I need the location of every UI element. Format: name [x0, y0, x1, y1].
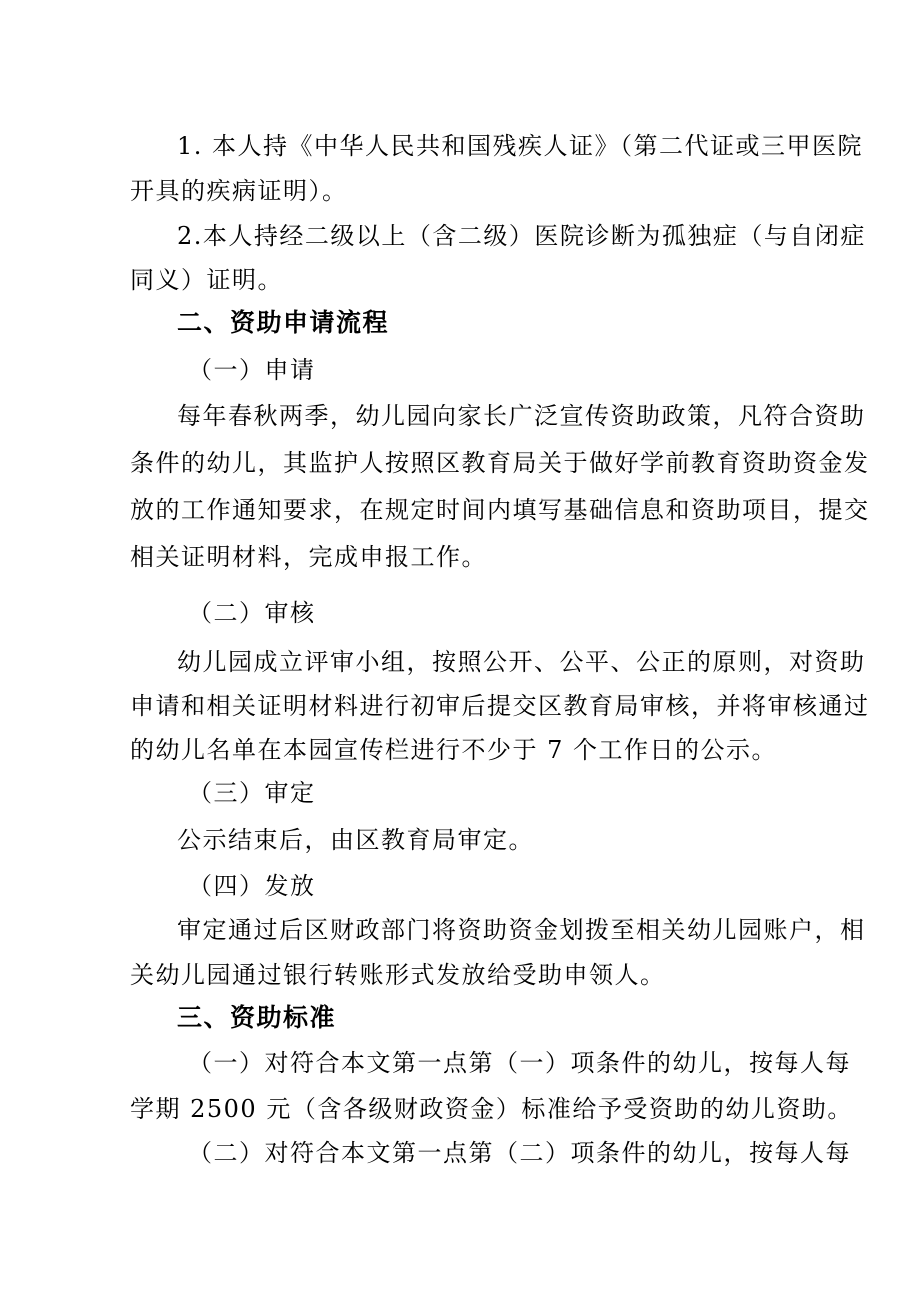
paragraph-line: 条件的幼儿，其监护人按照区教育局关于做好学前教育资助资金发 [130, 449, 870, 477]
paragraph-line: 学期 2500 元（含各级财政资金）标准给予受资助的幼儿资助。 [130, 1095, 853, 1123]
paragraph-line: 公示结束后，由区教育局审定。 [177, 826, 534, 854]
section-heading: 二、资助申请流程 [177, 308, 390, 337]
paragraph-line: 1. 本人持《中华人民共和国残疾人证》（第二代证或三甲医院 [177, 132, 864, 160]
paragraph-line: 每年春秋两季，幼儿园向家长广泛宣传资助政策，凡符合资助 [177, 402, 866, 430]
paragraph-line: 开具的疾病证明）。 [130, 177, 348, 205]
section-heading: 三、资助标准 [177, 1003, 337, 1032]
subsection-heading: （一）申请 [188, 356, 316, 384]
paragraph-line: 关幼儿园通过银行转账形式发放给受助申领人。 [130, 961, 666, 989]
paragraph-line: 2.本人持经二级以上（含二级）医院诊断为孤独症（与自闭症 [177, 222, 866, 250]
paragraph-line: （二）对符合本文第一点第（二）项条件的幼儿，按每人每 [188, 1139, 851, 1167]
subsection-heading: （二）审核 [188, 599, 316, 627]
paragraph-line: 的幼儿名单在本园宣传栏进行不少于 7 个工作日的公示。 [130, 736, 778, 764]
paragraph-line: 审定通过后区财政部门将资助资金划拨至相关幼儿园账户，相 [177, 916, 866, 944]
paragraph-line: 放的工作通知要求，在规定时间内填写基础信息和资助项目，提交 [130, 496, 870, 524]
subsection-heading: （三）审定 [188, 779, 316, 807]
paragraph-line: 申请和相关证明材料进行初审后提交区教育局审核，并将审核通过 [130, 692, 870, 720]
subsection-heading: （四）发放 [188, 872, 316, 900]
paragraph-line: 同义）证明。 [130, 266, 283, 294]
paragraph-line: 幼儿园成立评审小组，按照公开、公平、公正的原则，对资助 [177, 648, 866, 676]
paragraph-line: 相关证明材料，完成申报工作。 [130, 543, 487, 571]
paragraph-line: （一）对符合本文第一点第（一）项条件的幼儿，按每人每 [188, 1049, 851, 1077]
